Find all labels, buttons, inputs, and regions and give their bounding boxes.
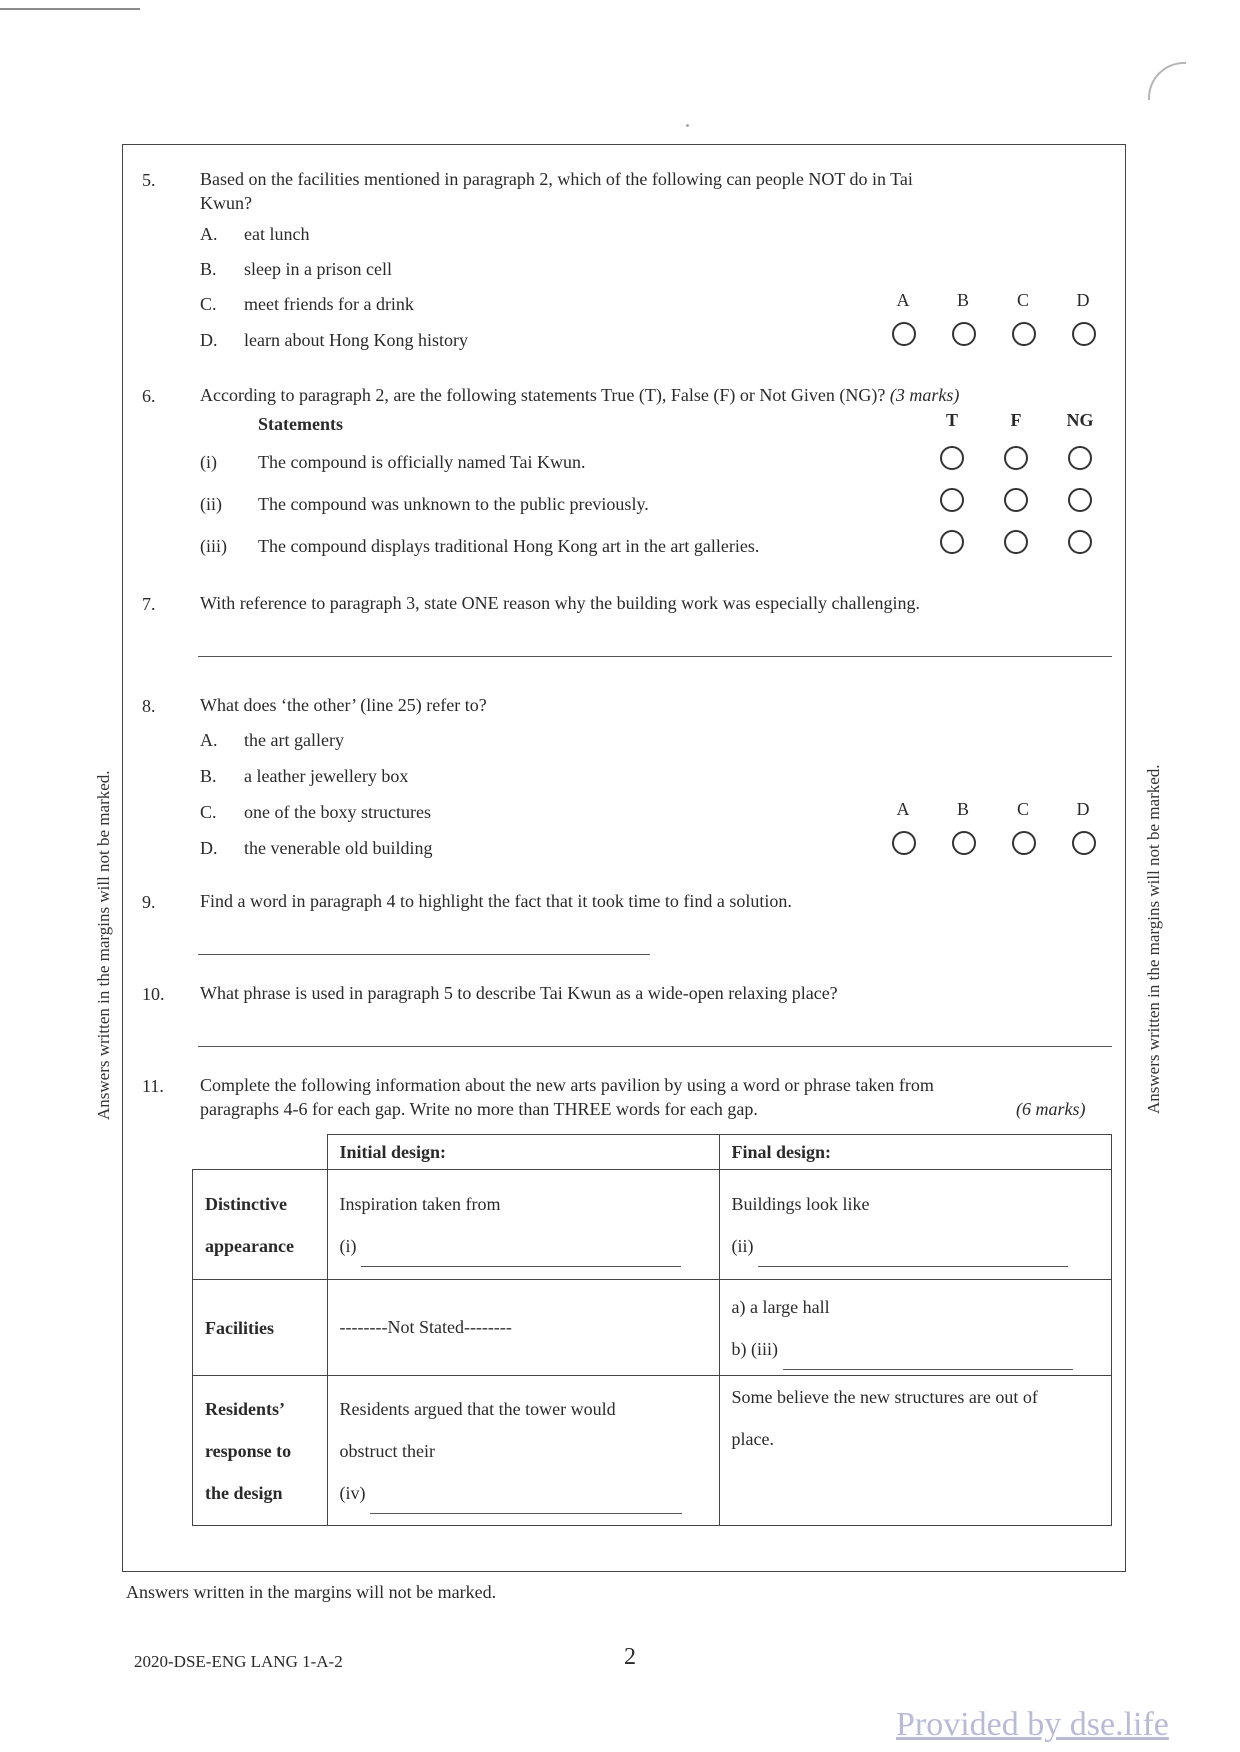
option-text: meet friends for a drink bbox=[244, 294, 414, 314]
answer-bubble-c[interactable] bbox=[1012, 322, 1036, 346]
gap-row bbox=[340, 1225, 707, 1267]
gap-label: (i) bbox=[339, 1235, 357, 1256]
row-label-facilities: Facilities bbox=[193, 1280, 328, 1376]
statement-text: The compound was unknown to the public previously. bbox=[258, 494, 649, 514]
option-letter: B. bbox=[200, 766, 217, 786]
cell-final-appearance bbox=[719, 1170, 1111, 1280]
gap-answer-line[interactable] bbox=[758, 1248, 1068, 1267]
row-label-line: Distinctive bbox=[205, 1193, 287, 1214]
answer-bubble-a[interactable] bbox=[892, 322, 916, 346]
table-row bbox=[193, 1280, 1112, 1376]
option-letter: B. bbox=[200, 259, 217, 279]
answer-bubble-a[interactable] bbox=[892, 831, 916, 855]
answer-bubble-ng[interactable] bbox=[1068, 488, 1092, 512]
cell-text: place. bbox=[731, 1429, 774, 1449]
table-empty-cell bbox=[193, 1135, 328, 1170]
option-letter: C. bbox=[200, 294, 217, 314]
cell-initial-appearance bbox=[327, 1170, 719, 1280]
table-header-row bbox=[193, 1135, 1112, 1170]
question-text-cont: paragraphs 4-6 for each gap. Write no more than THREE words for each gap. bbox=[200, 1099, 758, 1119]
cell-text: Residents argued that the tower would bbox=[339, 1398, 616, 1419]
option-text: the art gallery bbox=[244, 730, 344, 750]
left-margin-note: Answers written in the margins will not be marked. bbox=[94, 770, 113, 1120]
choice-label-a: A bbox=[896, 799, 910, 819]
row-label-appearance bbox=[193, 1170, 328, 1280]
choice-label-b: B bbox=[956, 290, 969, 310]
table-row bbox=[193, 1170, 1112, 1280]
option-letter: A. bbox=[200, 730, 218, 750]
statement-text: The compound is officially named Tai Kwun. bbox=[258, 452, 586, 472]
question-number: 10. bbox=[142, 984, 165, 1004]
column-true: T bbox=[945, 410, 958, 430]
option-text: one of the boxy structures bbox=[244, 802, 431, 822]
answer-line[interactable] bbox=[198, 656, 1112, 657]
marks-label: (3 marks) bbox=[889, 385, 960, 405]
cell-final-facilities bbox=[719, 1280, 1111, 1376]
question-text: Find a word in paragraph 4 to highlight the fact that it took time to find a solution. bbox=[200, 891, 792, 911]
choice-label-d: D bbox=[1076, 799, 1090, 819]
question-number: 9. bbox=[142, 892, 156, 912]
cell-final-residents bbox=[719, 1376, 1111, 1526]
header-final-design: Final design: bbox=[719, 1135, 1111, 1170]
column-not-given: NG bbox=[1066, 410, 1094, 430]
question-text: Complete the following information about the new arts pavilion by using a word or phrase taken from bbox=[200, 1075, 934, 1095]
cell-text: Buildings look like bbox=[731, 1193, 870, 1214]
gap-label: b) (iii) bbox=[731, 1338, 778, 1359]
answer-bubble-b[interactable] bbox=[952, 831, 976, 855]
option-text: sleep in a prison cell bbox=[244, 259, 392, 279]
row-label-line: the design bbox=[205, 1482, 283, 1503]
header-initial-design: Initial design: bbox=[327, 1135, 719, 1170]
statement-number: (ii) bbox=[200, 494, 222, 514]
cell-text: Inspiration taken from bbox=[339, 1193, 501, 1214]
row-label-line: Residents’ bbox=[205, 1398, 285, 1419]
paper-code: 2020-DSE-ENG LANG 1-A-2 bbox=[134, 1652, 343, 1671]
statement-number: (i) bbox=[200, 452, 217, 472]
scan-dot bbox=[686, 124, 689, 127]
answer-bubble-b[interactable] bbox=[952, 322, 976, 346]
choice-label-b: B bbox=[956, 799, 969, 819]
column-false: F bbox=[1010, 410, 1022, 430]
cell-initial-residents bbox=[327, 1376, 719, 1526]
option-letter: D. bbox=[200, 838, 218, 858]
answer-bubble-ng[interactable] bbox=[1068, 530, 1092, 554]
question-text: What does ‘the other’ (line 25) refer to? bbox=[200, 695, 487, 715]
corner-scan-mark bbox=[1148, 62, 1186, 100]
question-number: 6. bbox=[142, 386, 156, 406]
top-scan-line bbox=[0, 8, 140, 10]
answer-line[interactable] bbox=[198, 954, 650, 955]
marks-label: (6 marks) bbox=[1016, 1099, 1086, 1119]
page-number: 2 bbox=[624, 1644, 636, 1670]
question-text bbox=[200, 384, 959, 406]
question-text-main: According to paragraph 2, are the following statements True (T), False (F) or Not Given (NG)? bbox=[200, 385, 886, 405]
option-text: eat lunch bbox=[244, 224, 310, 244]
right-margin-note: Answers written in the margins will not be marked. bbox=[1144, 764, 1163, 1114]
row-label-line: appearance bbox=[205, 1235, 294, 1256]
answer-bubble-d[interactable] bbox=[1072, 322, 1096, 346]
statement-number: (iii) bbox=[200, 536, 227, 556]
choice-label-d: D bbox=[1076, 290, 1090, 310]
watermark-link[interactable]: Provided by dse.life bbox=[896, 1706, 1169, 1743]
option-text: the venerable old building bbox=[244, 838, 433, 858]
option-letter: A. bbox=[200, 224, 218, 244]
gap-row bbox=[732, 1225, 1099, 1267]
question-number: 8. bbox=[142, 696, 156, 716]
gap-answer-line[interactable] bbox=[783, 1351, 1073, 1370]
answer-bubble-t[interactable] bbox=[940, 488, 964, 512]
gap-label: (iv) bbox=[339, 1482, 366, 1503]
cell-text: Some believe the new structures are out of bbox=[731, 1387, 1038, 1407]
gap-answer-line[interactable] bbox=[361, 1248, 681, 1267]
footer-margin-note: Answers written in the margins will not be marked. bbox=[126, 1582, 497, 1602]
question-text: Based on the facilities mentioned in paragraph 2, which of the following can people NOT do in Tai bbox=[200, 169, 913, 189]
info-table bbox=[192, 1134, 1112, 1526]
table-row bbox=[193, 1376, 1112, 1526]
option-letter: C. bbox=[200, 802, 217, 822]
answer-bubble-f[interactable] bbox=[1004, 488, 1028, 512]
answer-bubble-t[interactable] bbox=[940, 446, 964, 470]
choice-label-c: C bbox=[1016, 799, 1029, 819]
answer-bubble-f[interactable] bbox=[1004, 446, 1028, 470]
row-label-residents bbox=[193, 1376, 328, 1526]
option-text: a leather jewellery box bbox=[244, 766, 409, 786]
option-text: learn about Hong Kong history bbox=[244, 330, 468, 350]
answer-bubble-c[interactable] bbox=[1012, 831, 1036, 855]
gap-label: (ii) bbox=[731, 1235, 754, 1256]
row-label-line: response to bbox=[205, 1440, 292, 1461]
answer-bubble-f[interactable] bbox=[1004, 530, 1028, 554]
answer-bubble-t[interactable] bbox=[940, 530, 964, 554]
question-number: 7. bbox=[142, 594, 156, 614]
question-text: What phrase is used in paragraph 5 to describe Tai Kwun as a wide-open relaxing place? bbox=[200, 983, 838, 1003]
question-text-cont: Kwun? bbox=[200, 193, 252, 213]
choice-label-a: A bbox=[896, 290, 910, 310]
gap-row bbox=[732, 1328, 1099, 1370]
cell-initial-facilities: --------Not Stated-------- bbox=[327, 1280, 719, 1376]
gap-answer-line[interactable] bbox=[370, 1495, 682, 1514]
question-number: 11. bbox=[142, 1076, 164, 1096]
statement-text: The compound displays traditional Hong Kong art in the art galleries. bbox=[258, 536, 760, 556]
option-letter: D. bbox=[200, 330, 218, 350]
answer-bubble-d[interactable] bbox=[1072, 831, 1096, 855]
question-number: 5. bbox=[142, 170, 156, 190]
answer-line[interactable] bbox=[198, 1046, 1112, 1047]
statements-heading: Statements bbox=[258, 414, 343, 434]
answer-bubble-ng[interactable] bbox=[1068, 446, 1092, 470]
question-text: With reference to paragraph 3, state ONE reason why the building work was especially challenging. bbox=[200, 593, 921, 613]
cell-text: a) a large hall bbox=[731, 1296, 830, 1317]
cell-text: obstruct their bbox=[339, 1440, 435, 1461]
gap-row bbox=[340, 1472, 707, 1514]
choice-label-c: C bbox=[1016, 290, 1029, 310]
